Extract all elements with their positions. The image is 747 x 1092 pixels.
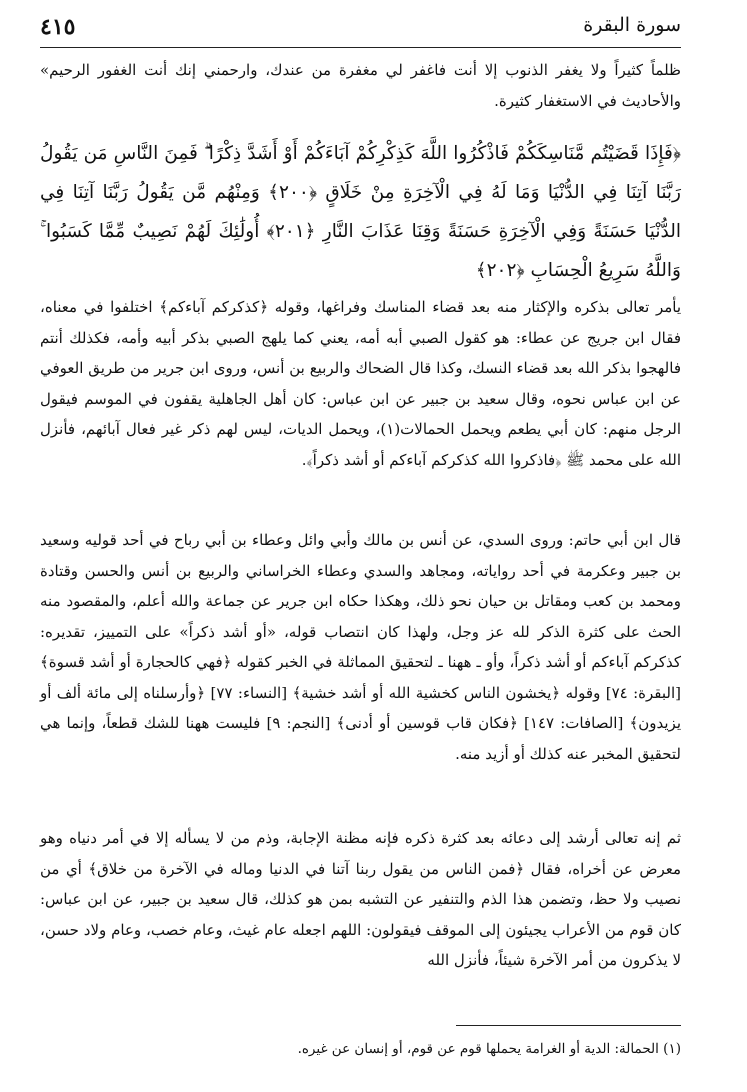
page-header [40,14,681,48]
footnote-divider [456,1025,681,1026]
quran-verse-block: ﴿فَإِذَا قَضَيْتُم مَّنَاسِكَكُمْ فَاذْكُرُوا اللَّهَ كَذِكْرِكُمْ آبَاءَكُمْ أَوْ أَشَدَّ ذِكْرًا ۗ فَمِنَ النَّاسِ مَن يَقُولُ رَبَّنَا آتِنَا فِي الدُّنْيَا وَمَا لَهُ فِي الْآخِرَةِ مِنْ خَلَاقٍ ﴿٢٠٠﴾ وَمِنْهُم مَّن يَقُولُ رَبَّنَا آتِنَا فِي الدُّنْيَا حَسَنَةً وَفِي الْآخِرَةِ حَسَنَةً وَقِنَا عَذَابَ النَّارِ ﴿٢٠١﴾ أُولَٰئِكَ لَهُمْ نَصِيبٌ مِّمَّا كَسَبُوا ۚ وَاللَّهُ سَرِيعُ الْحِسَابِ ﴿٢٠٢﴾ [40,143,682,281]
tafsir-paragraph-2: قال ابن أبي حاتم: وروى السدي، عن أنس بن مالك وأبي وائل وعطاء بن أبي رباح في أحد قوليه وسعيد بن جبير وعكرمة في أحد رواياته، ومجاهد والسدي وعطاء الخراساني والربيع بن أنس والحسن وقتادة ومحمد بن كعب ومقاتل بن حيان نحو ذلك، وهكذا حكاه ابن جرير عن جماعة والله أعلم، والمقصود منه الحث على كثرة الذكر لله عز وجل، ولهذا كان انتصاب قوله، «أو أشد ذكراً» على التمييز، تقديره: كذكركم آباءكم أو أشد ذكراً، وأو ـ ههنا ـ لتحقيق المماثلة في الخبر كقوله ﴿فهي كالحجارة أو أشد قسوة﴾ [البقرة: ٧٤] وقوله ﴿يخشون الناس كخشية الله أو أشد خشية﴾ [النساء: ٧٧] ﴿وأرسلناه إلى مائة ألف أو يزيدون﴾ [الصافات: ١٤٧] ﴿فكان قاب قوسين أو أدنى﴾ [النجم: ٩] فليست ههنا للشك قطعاً، وإنما هي لتحقيق المخبر عنه كذلك أو أزيد منه. [40,531,682,763]
page-number: ٤١٥ [40,14,76,40]
footnote: (١) الحمالة: الدية أو الغرامة يحملها قوم عن قوم، أو إنسان عن غيره. [297,1041,681,1057]
paragraph-continuation: ظلماً كثيراً ولا يغفر الذنوب إلا أنت فاغفر لي مغفرة من عندك، وارحمني إنك أنت الغفور الرحيم» والأحاديث في الاستغفار كثيرة. [40,61,681,110]
tafsir-paragraph-1: يأمر تعالى بذكره والإكثار منه بعد قضاء المناسك وفراغها، وقوله ﴿كذكركم آباءكم﴾ اختلفوا في معناه، فقال ابن جريج عن عطاء: هو كقول الصبي أبه أمه، يعني كما يلهج الصبي بذكر أبيه وأمه، فكذلك أنتم فالهجوا بذكر الله بعد قضاء النسك، وكذا قال الضحاك والربيع بن أنس، وروى ابن جرير من طريق العوفي عن ابن عباس نحوه، وقال سعيد بن جبير عن ابن عباس: كان أهل الجاهلية يقفون في الموسم فيقول الرجل منهم: كان أبي يطعم ويحمل الحمالات(١)، ويحمل الديات، ليس لهم ذكر غير فعال آبائهم، فأنزل الله على محمد ﷺ ﴿فاذكروا الله كذكركم آباءكم أو أشد ذكراً﴾. [40,298,681,469]
header-divider [40,47,681,48]
surah-title: سورة البقرة [583,14,681,36]
tafsir-paragraph-3: ثم إنه تعالى أرشد إلى دعائه بعد كثرة ذكره فإنه مظنة الإجابة، وذم من لا يسأله إلا في أمر دنياه وهو معرض عن أخراه، فقال ﴿فمن الناس من يقول ربنا آتنا في الدنيا وماله في الآخرة من خلاق﴾ أي من نصيب ولا حظ، وتضمن هذا الذم والتنفير عن التشبه بمن هو كذلك، قال سعيد بن جبير، عن ابن عباس: كان قوم من الأعراب يجيئون إلى الموقف فيقولون: اللهم اجعله عام غيث، وعام خصب، وعام ولاد حسن، لا يذكرون من أمر الآخرة شيئاً، فأنزل الله [40,829,681,969]
